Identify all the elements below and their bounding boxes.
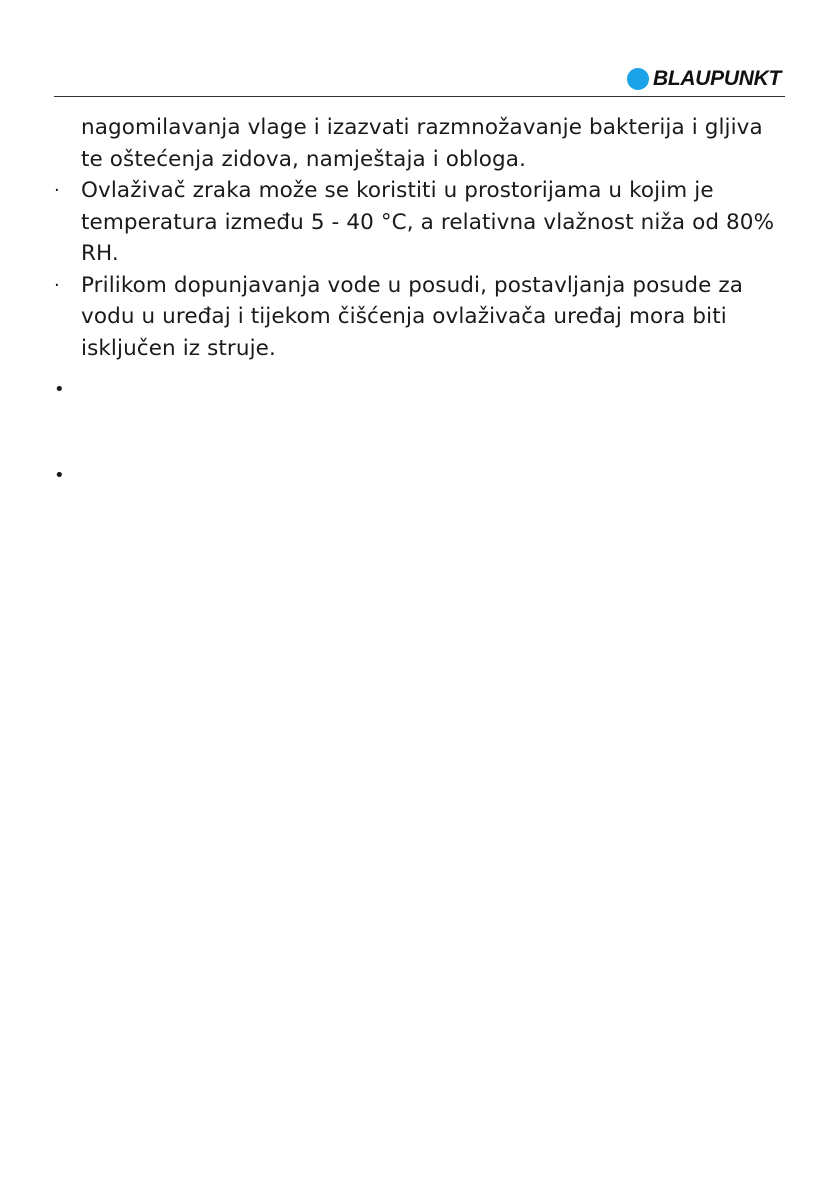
bullet-icon: •: [54, 464, 65, 486]
continuation-paragraph: [54, 112, 785, 175]
brand-logo: [627, 68, 781, 90]
empty-list-item: [54, 374, 785, 406]
header-divider: [54, 96, 785, 97]
document-body: [54, 112, 785, 491]
list-item-text: Ovlaživač zraka može se koristiti u prostorijama u kojim je temperatura između 5 - 40 °C, a relativna vlažnost niža od 80% RH.: [81, 178, 775, 266]
paragraph-text: nagomilavanja vlage i izazvati razmnožavanje bakterija i gljiva te oštećenja zidova, namještaja i obloga.: [81, 115, 763, 172]
bullet-icon: ·: [54, 180, 60, 201]
bullet-icon: •: [54, 379, 65, 400]
list-item-text: Prilikom dopunjavanja vode u posudi, postavljanja posude za vodu u uređaj i tijekom čišćenja ovlaživača uređaj mora biti isključen iz struje.: [81, 272, 744, 361]
list-item: [54, 270, 785, 365]
bullet-icon: ·: [54, 274, 60, 296]
blue-dot-icon: [627, 68, 649, 90]
empty-list-item: [54, 460, 785, 492]
page-header: [0, 0, 839, 100]
list-item: [54, 175, 785, 270]
brand-name: BLAUPUNKT: [653, 67, 781, 90]
